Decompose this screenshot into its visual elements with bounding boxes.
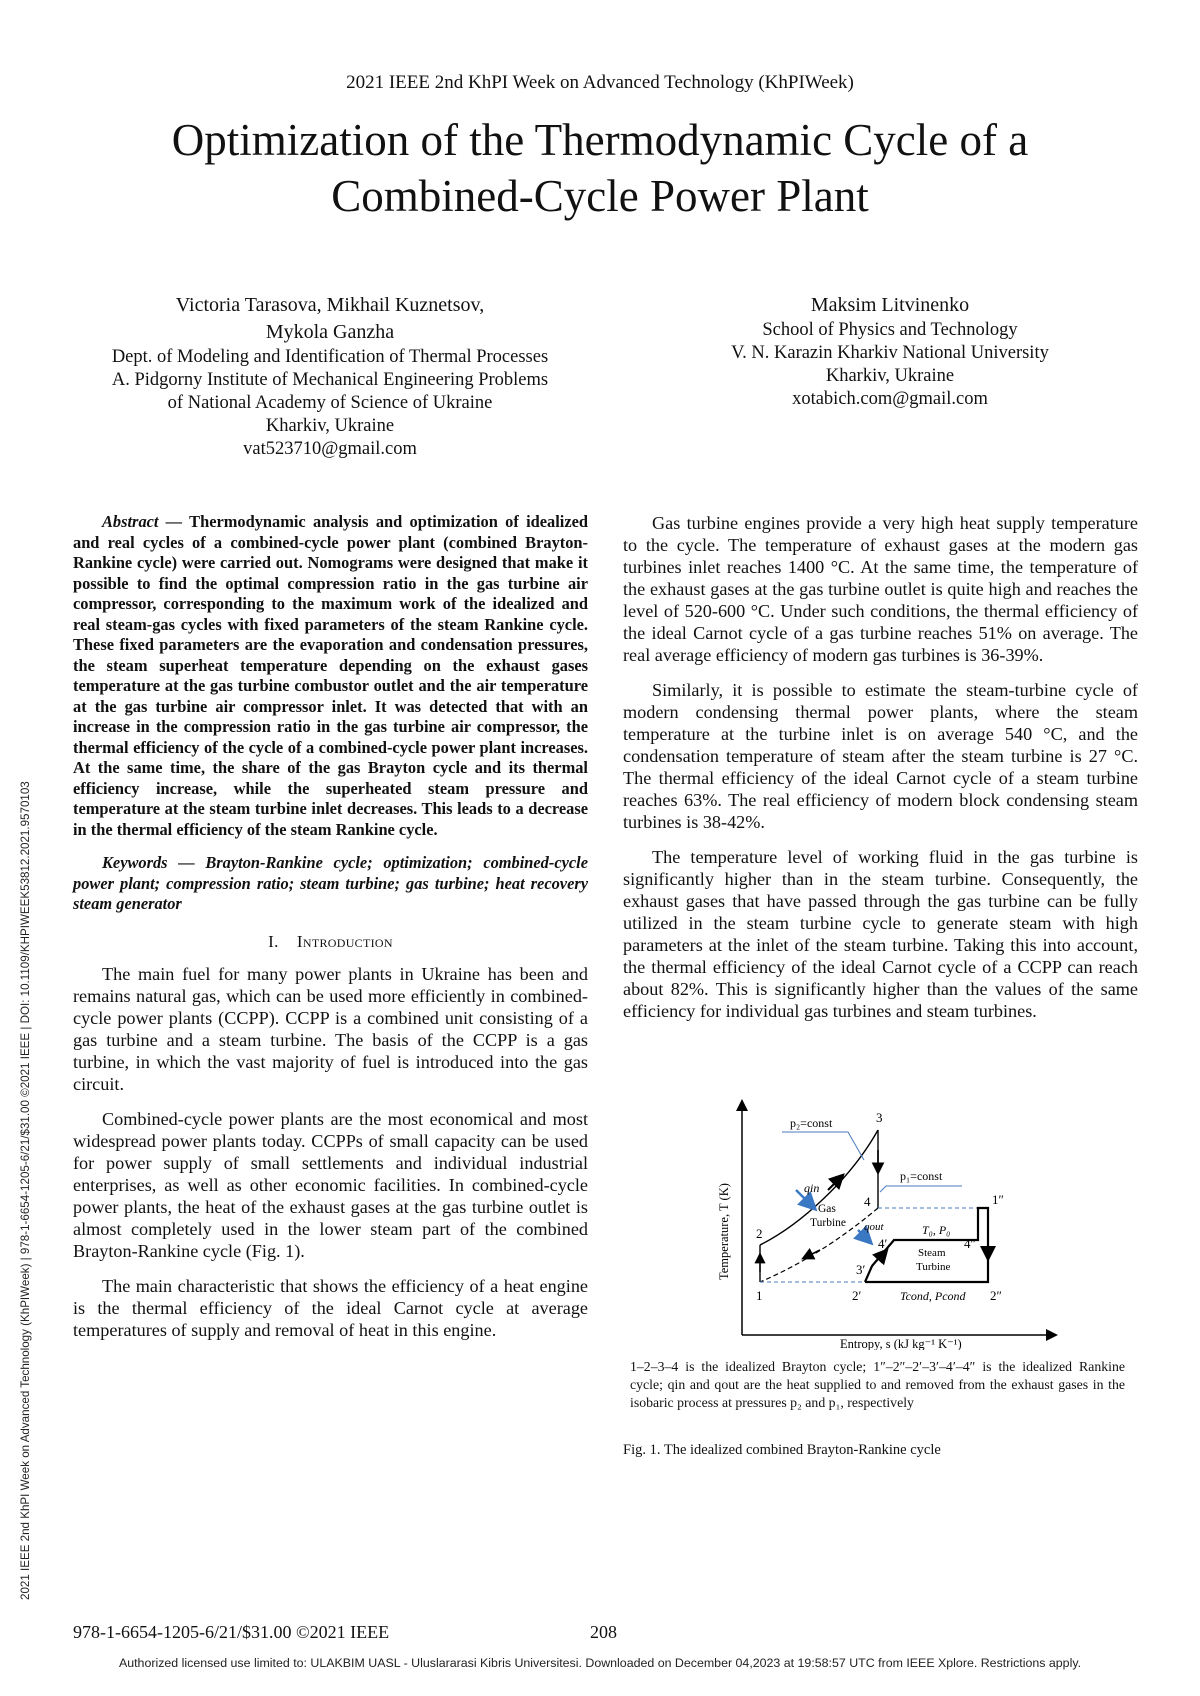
title-line-2: Combined-Cycle Power Plant bbox=[331, 171, 869, 221]
abstract-label: Abstract — bbox=[102, 512, 183, 531]
process-4-1-arrow bbox=[804, 1250, 820, 1258]
keywords bbox=[73, 853, 588, 915]
left-column bbox=[73, 512, 588, 1354]
section-heading bbox=[73, 931, 588, 953]
author-dept: Dept. of Modeling and Identification of Thermal Processes bbox=[111, 347, 549, 367]
p1-leader bbox=[880, 1186, 962, 1192]
paper-title bbox=[100, 112, 1100, 224]
author-names-line2: Mykola Ganzha bbox=[265, 321, 395, 343]
author-school: School of Physics and Technology bbox=[762, 320, 1018, 340]
author-city: Kharkiv, Ukraine bbox=[825, 366, 955, 386]
conference-header: 2021 IEEE 2nd KhPI Week on Advanced Technology (KhPIWeek) bbox=[346, 72, 854, 93]
paragraph: Similarly, it is possible to estimate the steam-turbine cycle of modern condensing thermal power plants, where the steam temperature at the turbine inlet is on average 540 °C, and the condensation temperature of steam after the steam turbine is 27 °C. The thermal efficiency of the ideal Carnot cycle of a steam turbine reaches 63%. The real efficiency of modern block condensing steam turbines is 38-42%. bbox=[623, 680, 1138, 832]
author-email[interactable]: xotabich.com@gmail.com bbox=[792, 389, 988, 409]
point-1: 1 bbox=[756, 1288, 763, 1303]
authors-left bbox=[40, 292, 620, 461]
author-email[interactable]: vat523710@gmail.com bbox=[243, 439, 417, 459]
right-column bbox=[623, 512, 1138, 1035]
author-names-line1: Victoria Tarasova, Mikhail Kuznetsov, bbox=[175, 294, 485, 316]
doi-sidebar: 2021 IEEE 2nd KhPI Week on Advanced Technology (KhPIWeek) | 978-1-6654-1205-6/21/$31.00 ©2021 IEEE | DOI: 10.1109/KHPIWEEK53812.2021.9570103 bbox=[19, 781, 32, 1600]
x-axis-label: Entropy, s (kJ kg⁻¹ K⁻¹) bbox=[840, 1337, 962, 1350]
author-institute: A. Pidgorny Institute of Mechanical Engineering Problems bbox=[111, 370, 549, 390]
paragraph: The temperature level of working fluid in the gas turbine is significantly higher than in the steam turbine. Consequently, the exhaust gases that have passed through the gas turbine can be fully utilized in the steam turbine cycle to generate steam with high parameters at the inlet of the steam turbine. Taking this into account, the thermal efficiency of the ideal Carnot cycle of a CCPP can reach about 82%. This is significantly higher than the values of the same efficiency for individual gas turbines and steam turbines. bbox=[623, 847, 1138, 1021]
keywords-label: Keywords — bbox=[102, 853, 195, 872]
page-number: 208 bbox=[590, 1622, 617, 1642]
abstract-text: Thermodynamic analysis and optimization of idealized and real cycles of a combined-cycle power plant (combined Brayton-Rankine cycle) were carried out. Nomograms were designed that make it possible to find the optimal compression ratio in the gas turbine air compressor, corresponding to the maximum work of the idealized and real steam-gas cycles with fixed parameters of the steam Rankine cycle. These fixed parameters are the evaporation and condensation pressures, the steam superheat temperature depending on the exhaust gases temperature at the gas turbine combustor outlet and the air temperature at the gas turbine air compressor inlet. It was detected that with an increase in the compression ratio in the gas turbine air compressor, the thermal efficiency of the cycle of a combined-cycle power plant increases. At the same time, the share of the gas Brayton cycle and its thermal efficiency increase, while the superheated steam pressure and temperature at the steam turbine inlet decreases. This leads to a decrease in the thermal efficiency of the steam Rankine cycle. bbox=[73, 512, 588, 839]
paragraph: Combined-cycle power plants are the most economical and most widespread power plants today. CCPPs of small capacity can be used for power supply of small settlements and individual industrial enterprises, as well as other economic facilities. In combined-cycle power plants, the heat of the exhaust gases at the gas turbine outlet is almost completely used in the lower steam part of the combined Brayton-Rankine cycle (Fig. 1). bbox=[73, 1108, 588, 1261]
author-university: V. N. Karazin Kharkiv National University bbox=[731, 343, 1049, 363]
steam-turbine-label-1: Steam bbox=[918, 1247, 946, 1259]
paragraph: The main characteristic that shows the efficiency of a heat engine is the thermal efficiency of the ideal Carnot cycle at average temperatures of supply and removal of heat in this engine. bbox=[73, 1275, 588, 1340]
authors-right bbox=[640, 292, 1140, 411]
figure-caption: Fig. 1. The idealized combined Brayton-Rankine cycle bbox=[623, 1442, 941, 1458]
qin-label: qin bbox=[804, 1181, 820, 1195]
author-name: Maksim Litvinenko bbox=[810, 294, 970, 316]
point-4: 4 bbox=[864, 1194, 871, 1209]
point-3p: 3′ bbox=[856, 1262, 866, 1277]
section-title-rest: ntroduction bbox=[302, 931, 393, 951]
author-academy: of National Academy of Science of Ukraine bbox=[167, 393, 493, 413]
rankine-heating-arrow bbox=[878, 1251, 886, 1260]
paragraph: Gas turbine engines provide a very high heat supply temperature to the cycle. The temperature of exhaust gases at the modern gas turbines inlet reaches 1400 °C. At the same time, the temperature of the exhaust gases at the gas turbine outlet is quite high and reaches the level of 520-600 °C. Under such conditions, the thermal efficiency of the ideal Carnot cycle of a gas turbine reaches 51% on average. The real average efficiency of modern gas turbines is 36-39%. bbox=[623, 513, 1138, 665]
point-2p: 2′ bbox=[852, 1288, 862, 1303]
keywords-text: Brayton-Rankine cycle; optimization; combined-cycle power plant; compression ratio; steam turbine; gas turbine; heat recovery steam generator bbox=[73, 853, 588, 913]
p2-leader bbox=[782, 1132, 864, 1160]
figure-description: 1–2–3–4 is the idealized Brayton cycle; 1″–2″–2′–3′–4′–4″ is the idealized Rankine cycle; qin and qout are the heat supplied to and removed from the exhaust gases in the isobaric process at pressures p₂ and p₁, respectively bbox=[630, 1359, 1125, 1410]
abstract bbox=[73, 512, 588, 840]
footer-isbn: 978-1-6654-1205-6/21/$31.00 ©2021 IEEE bbox=[73, 1622, 390, 1642]
steam-turbine-label-2: Turbine bbox=[916, 1261, 951, 1273]
section-first-letter: I bbox=[296, 931, 303, 951]
y-axis-label: Temperature, T (K) bbox=[717, 1183, 731, 1280]
point-4p: 4′ bbox=[878, 1236, 888, 1251]
paragraph: The main fuel for many power plants in Ukraine has been and remains natural gas, which can be used more efficiently in combined-cycle power plants (CCPP). CCPP is a combined unit consisting of a gas turbine and a steam turbine. The basis of the CCPP is a gas turbine, in which the vast majority of fuel is introduced into the gas circuit. bbox=[73, 963, 588, 1094]
title-line-1: Optimization of the Thermodynamic Cycle of a bbox=[171, 115, 1029, 165]
t0-p0-label: T₀, P₀ bbox=[922, 1223, 951, 1237]
ts-diagram bbox=[700, 1090, 1090, 1350]
point-2: 2 bbox=[756, 1226, 763, 1241]
license-notice: Authorized licensed use limited to: ULAKBIM UASL - Uluslararasi Kibris Universitesi. Downloaded on December 04,2023 at 19:58:57 UTC from IEEE Xplore. Restrictions apply. bbox=[118, 1656, 1082, 1670]
point-3: 3 bbox=[876, 1110, 883, 1125]
point-1pp: 1″ bbox=[992, 1192, 1004, 1207]
point-4pp: 4″ bbox=[964, 1236, 976, 1251]
gas-turbine-label-2: Turbine bbox=[810, 1217, 846, 1229]
qout-label: qout bbox=[864, 1221, 884, 1233]
section-number: I. bbox=[268, 931, 279, 951]
author-city: Kharkiv, Ukraine bbox=[265, 416, 395, 436]
tcond-label: Tcond, Pcond bbox=[900, 1289, 966, 1303]
gas-turbine-label-1: Gas bbox=[818, 1203, 836, 1215]
point-2pp: 2″ bbox=[990, 1288, 1002, 1303]
p1-label: p₁=const bbox=[900, 1169, 943, 1183]
p2-label: p₂=const bbox=[790, 1116, 833, 1130]
